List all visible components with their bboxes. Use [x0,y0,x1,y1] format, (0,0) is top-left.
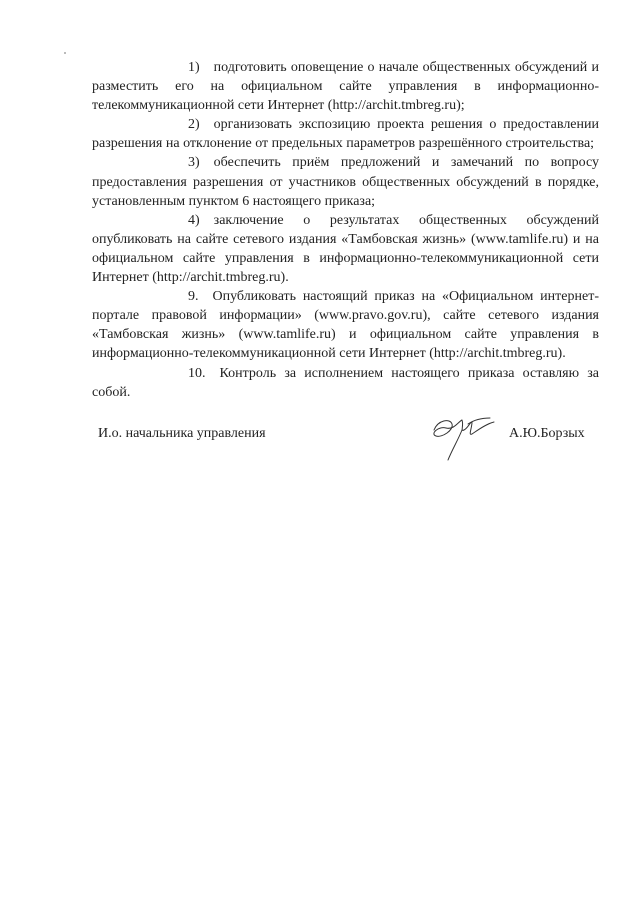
signatory-title: И.о. начальника управления [98,426,266,441]
list-item [92,287,599,363]
item-number: 3) [188,155,200,171]
list-item [92,115,599,153]
item-text: Опубликовать настоящий приказ на «Официальном интернет-портале правовой информации» (www.pravo.gov.ru), сайте сетевого издания «Тамбовская жизнь» (www.tamlife.ru) и официальном сайте управления в информационно-телекоммуникационной сети Интернет (http://archit.tmbreg.ru). [92,289,599,362]
item-number: 10. [188,365,206,381]
signatory-name: А.Ю.Борзых [509,426,585,441]
list-item [92,364,599,402]
item-number: 9. [188,289,199,305]
item-number: 2) [188,117,200,133]
item-text: заключение о результатах общественных обсуждений опубликовать на сайте сетевого издания «Тамбовская жизнь» (www.tamlife.ru) и на официальном сайте управления в информационно-телекоммуникационной сети Интернет (http://archit.tmbreg.ru). [92,212,599,286]
item-text: организовать экспозицию проекта решения о предоставлении разрешения на отклонение от предельных параметров разрешённого строительства; [92,117,599,152]
item-number: 4) [188,212,200,228]
scan-speck [64,52,66,54]
item-text: обеспечить приём предложений и замечаний по вопросу предоставления разрешения от участников общественных обсуждений в порядке, установленным пунктом 6 настоящего приказа; [92,155,599,209]
order-items [92,58,599,402]
item-number: 1) [188,60,200,75]
item-text: подготовить оповещение о начале общественных обсуждений и разместить его на официальном сайте управления в информационно-телекоммуникационной сети Интернет (http://archit.tmbreg.ru); [92,60,599,114]
list-item [92,211,599,287]
list-item [92,153,599,210]
handwritten-signature [428,410,500,466]
item-text: Контроль за исполнением настоящего приказа оставляю за собой. [92,365,599,400]
list-item [92,58,599,115]
